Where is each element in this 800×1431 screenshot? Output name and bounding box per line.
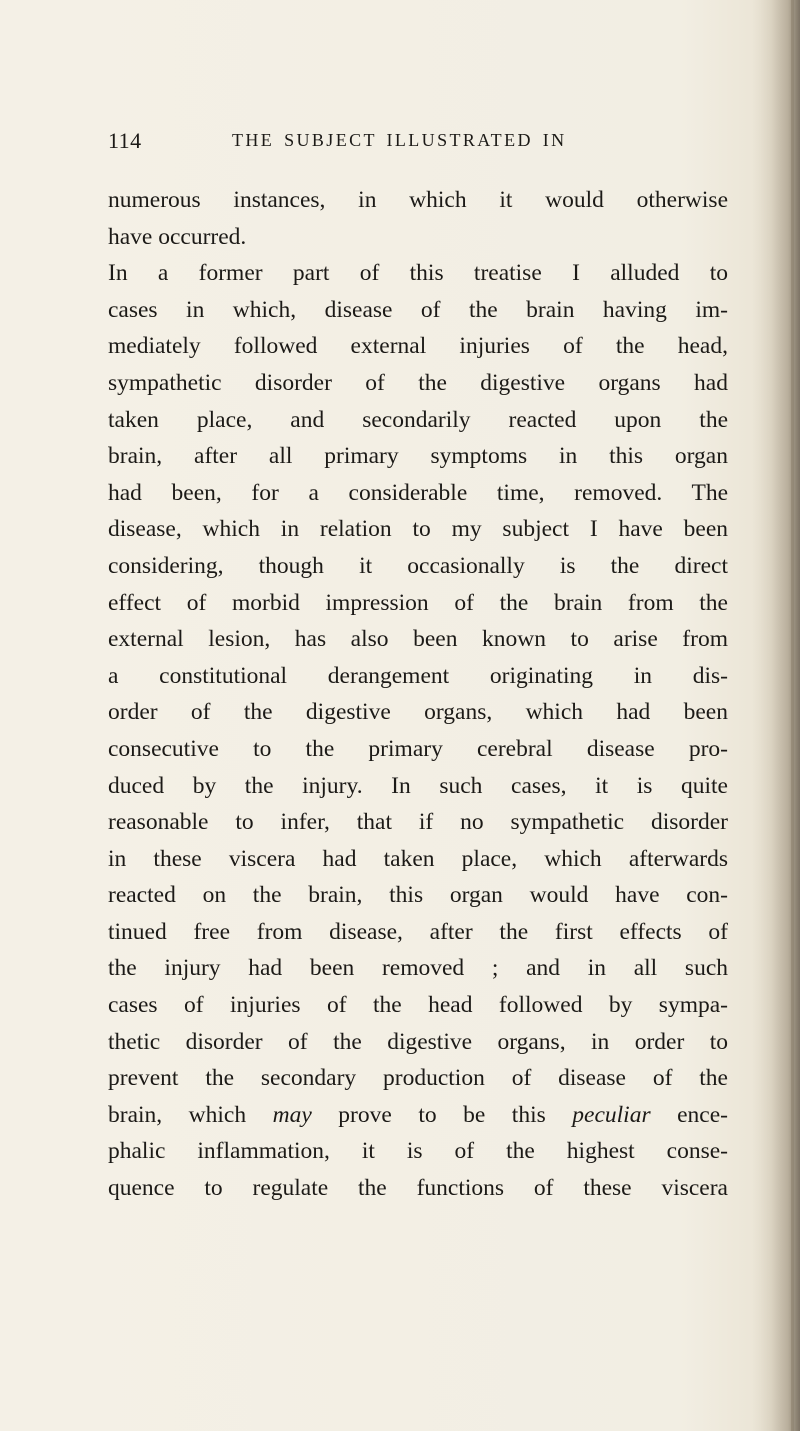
italic-word: peculiar bbox=[572, 1101, 651, 1128]
text-line: quence to regulate the functions of these viscera bbox=[108, 1175, 728, 1202]
text-segment: brain, which bbox=[108, 1101, 273, 1128]
text-line: sympathetic disorder of the digestive organs had bbox=[108, 369, 728, 396]
page-number: 114 bbox=[108, 128, 142, 153]
text-line: In a former part of this treatise I alluded to bbox=[108, 260, 728, 287]
text-line: reacted on the brain, this organ would have con- bbox=[108, 882, 728, 909]
text-line: a constitutional derangement originating in dis- bbox=[108, 662, 728, 689]
text-line: in these viscera had taken place, which afterwards bbox=[108, 845, 728, 872]
text-line: brain, after all primary symptoms in this organ bbox=[108, 443, 728, 470]
text-line: effect of morbid impression of the brain from the bbox=[108, 589, 728, 616]
text-line: tinued free from disease, after the first effects of bbox=[108, 918, 728, 945]
italic-word: may bbox=[272, 1101, 312, 1128]
text-line: had been, for a considerable time, removed. The bbox=[108, 479, 728, 506]
text-line: order of the digestive organs, which had been bbox=[108, 699, 728, 726]
page-edge-line bbox=[791, 0, 794, 1431]
text-line: cases of injuries of the head followed by sympa- bbox=[108, 992, 728, 1019]
text-line: prevent the secondary production of disease of the bbox=[108, 1065, 728, 1092]
text-line: numerous instances, in which it would otherwise bbox=[108, 187, 728, 213]
text-line: external lesion, has also been known to arise from bbox=[108, 626, 728, 653]
page-header bbox=[108, 128, 728, 158]
text-line: consecutive to the primary cerebral disease pro- bbox=[108, 735, 728, 762]
text-line: mediately followed external injuries of the head, bbox=[108, 333, 728, 360]
body-text bbox=[108, 182, 728, 1207]
running-head: THE SUBJECT ILLUSTRATED IN bbox=[232, 130, 567, 150]
text-line: taken place, and secondarily reacted upon the bbox=[108, 406, 728, 433]
text-line: thetic disorder of the digestive organs, in order to bbox=[108, 1028, 728, 1055]
text-line-with-italics bbox=[108, 1097, 728, 1134]
text-line: reasonable to infer, that if no sympathetic disorder bbox=[108, 809, 728, 836]
text-line: disease, which in relation to my subject I have been bbox=[108, 516, 728, 543]
text-line: cases in which, disease of the brain having im- bbox=[108, 296, 728, 323]
text-line: duced by the injury. In such cases, it is quite bbox=[108, 772, 728, 799]
text-segment: prove to be this bbox=[311, 1101, 573, 1128]
text-line: considering, though it occasionally is the direct bbox=[108, 552, 728, 579]
text-segment: ence- bbox=[650, 1101, 728, 1128]
text-line: the injury had been removed ; and in all such bbox=[108, 955, 728, 982]
text-line: phalic inflammation, it is of the highest conse- bbox=[108, 1138, 728, 1165]
text-line: have occurred. bbox=[108, 223, 247, 250]
